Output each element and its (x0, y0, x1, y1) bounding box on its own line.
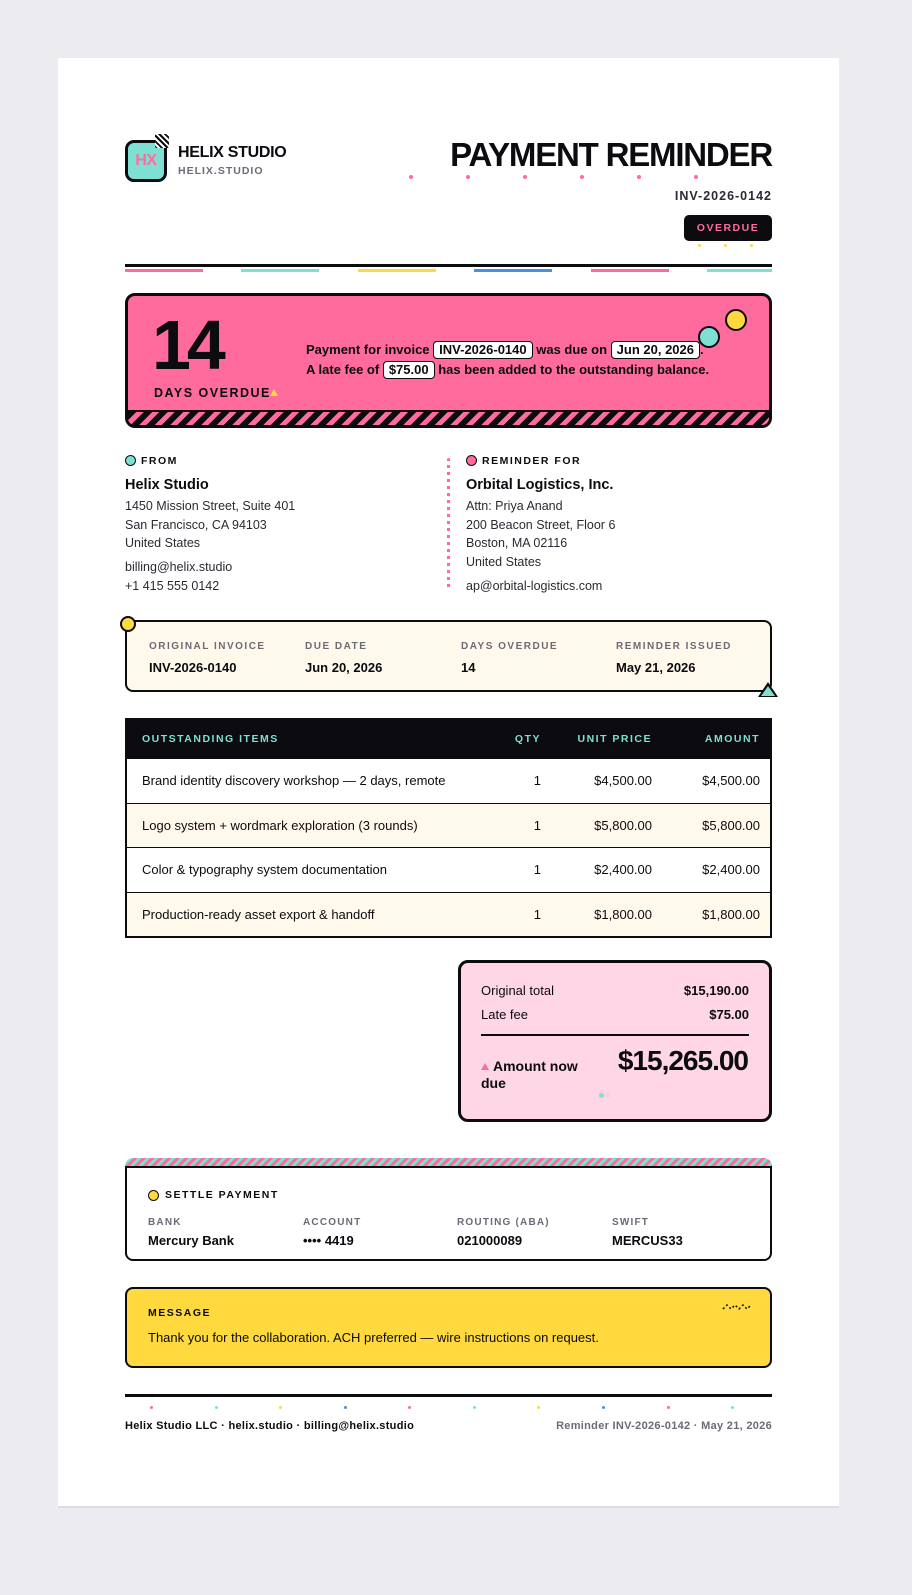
message-card (125, 1287, 772, 1368)
info-reminder-issued (616, 641, 732, 675)
outstanding-items-table (125, 718, 772, 938)
row-qty: 1 (533, 862, 541, 878)
table-row (127, 847, 770, 892)
payment-value: 021000089 (457, 1233, 523, 1248)
row-description: Production-ready asset export & handoff (142, 906, 375, 922)
info-label: DAYS OVERDUE (461, 641, 559, 652)
info-days-overdue (461, 641, 558, 675)
header-amount: AMOUNT (704, 733, 760, 745)
document-title: PAYMENT REMINDER (450, 136, 772, 173)
color-segments-decoration (125, 269, 772, 272)
table-row (127, 892, 770, 937)
info-due-date (305, 641, 382, 675)
info-label: ORIGINAL INVOICE (149, 641, 266, 652)
logo-hatch-decoration (155, 134, 169, 148)
overdue-message (306, 340, 766, 380)
info-value: May 21, 2026 (616, 660, 696, 675)
footer-rule (125, 1394, 772, 1397)
original-total-line (481, 983, 749, 998)
triangle-fill-decoration (761, 686, 775, 696)
payment-routing (457, 1217, 550, 1248)
totals-rule (481, 1034, 749, 1036)
reminder-sheet (58, 58, 839, 1506)
badge-dots-decoration (698, 244, 758, 248)
to-name: Orbital Logistics, Inc. (466, 477, 614, 493)
row-amount: $4,500.00 (702, 773, 760, 789)
to-address-3: Boston, MA 02116 (466, 536, 568, 550)
to-email[interactable]: ap@orbital-logistics.com (466, 579, 603, 593)
row-qty: 1 (533, 906, 541, 922)
banner-text-4: A late fee of (306, 362, 380, 377)
info-original-invoice (149, 641, 266, 675)
header-qty: QTY (514, 733, 541, 745)
dots-decoration (599, 1093, 609, 1098)
header-unit-price: UNIT PRICE (577, 733, 652, 745)
payment-bank (148, 1217, 234, 1248)
logo-text: HX (135, 152, 157, 169)
payment-account (303, 1217, 361, 1248)
payment-dot-icon (148, 1190, 159, 1201)
divider-dots (447, 458, 450, 590)
banner-text-3: . (700, 342, 704, 357)
brand-site: HELIX.STUDIO (178, 165, 264, 177)
from-label: FROM (141, 455, 178, 467)
row-qty: 1 (533, 773, 541, 789)
from-name: Helix Studio (125, 477, 209, 493)
payment-title (148, 1189, 279, 1201)
banner-text-5: has been added to the outstanding balance. (438, 362, 710, 377)
totals-box (458, 960, 772, 1122)
header-rule (125, 264, 772, 267)
footer-company: Helix Studio LLC · helix.studio · billing@helix.studio (125, 1420, 415, 1432)
document-number: INV-2026-0142 (674, 189, 772, 203)
amount-due-value: $15,265.00 (617, 1045, 748, 1076)
payment-title-text: SETTLE PAYMENT (165, 1189, 279, 1201)
payment-label: ACCOUNT (303, 1217, 362, 1228)
info-label: REMINDER ISSUED (616, 641, 732, 652)
triangle-icon (270, 389, 278, 396)
payment-value: MERCUS33 (612, 1233, 683, 1248)
row-unit-price: $1,800.00 (594, 906, 652, 922)
payment-label: ROUTING (ABA) (457, 1217, 550, 1228)
from-address-3: United States (125, 536, 201, 550)
late-fee-chip: $75.00 (383, 361, 435, 379)
row-qty: 1 (533, 817, 541, 833)
late-fee-value: $75.00 (709, 1007, 749, 1022)
row-unit-price: $4,500.00 (594, 773, 652, 789)
info-label: DUE DATE (305, 641, 368, 652)
yellow-circle-decoration (120, 616, 136, 632)
from-address-1: 1450 Mission Street, Suite 401 (125, 499, 296, 513)
triangle-icon (481, 1063, 489, 1070)
to-dot-icon (466, 455, 477, 466)
yellow-circle-decoration (725, 309, 747, 331)
to-address-1: Attn: Priya Anand (466, 499, 563, 513)
table-row (127, 758, 770, 803)
from-phone: +1 415 555 0142 (125, 579, 220, 593)
status-badge: OVERDUE (684, 215, 772, 241)
from-dot-icon (125, 455, 136, 466)
to-address-2: 200 Beacon Street, Floor 6 (466, 517, 616, 532)
row-description: Color & typography system documentation (142, 862, 387, 878)
banner-text-2: was due on (536, 342, 608, 357)
header-description: OUTSTANDING ITEMS (142, 733, 279, 745)
late-fee-line (481, 1007, 749, 1022)
banner-text-1: Payment for invoice (306, 342, 430, 357)
original-total-label: Original total (481, 983, 554, 998)
row-amount: $1,800.00 (702, 906, 760, 922)
banner-stripes-decoration (128, 410, 769, 425)
info-value: INV-2026-0140 (149, 660, 237, 675)
row-amount: $2,400.00 (702, 862, 760, 878)
table-header (127, 720, 770, 758)
row-unit-price: $2,400.00 (594, 862, 652, 878)
payment-value: Mercury Bank (148, 1233, 234, 1248)
invoice-chip: INV-2026-0140 (433, 341, 532, 359)
payment-label: SWIFT (612, 1217, 650, 1228)
title-dots-decoration (409, 175, 709, 183)
original-total-value: $15,190.00 (683, 983, 749, 998)
row-amount: $5,800.00 (702, 817, 760, 833)
row-unit-price: $5,800.00 (594, 817, 652, 833)
info-value: Jun 20, 2026 (305, 660, 383, 675)
message-text: Thank you for the collaboration. ACH preferred — wire instructions on request. (148, 1330, 599, 1345)
brand-name: HELIX STUDIO (178, 144, 287, 161)
due-date-chip: Jun 20, 2026 (611, 341, 700, 359)
footer-dots-decoration (125, 1406, 772, 1410)
squiggle-decoration (722, 1301, 752, 1311)
message-title: MESSAGE (148, 1307, 212, 1319)
footer-reference: Reminder INV-2026-0142 · May 21, 2026 (556, 1420, 772, 1432)
payment-swift (612, 1217, 683, 1248)
table-row (127, 803, 770, 848)
to-label: REMINDER FOR (482, 455, 582, 467)
payment-value: •••• 4419 (303, 1233, 354, 1248)
invoice-summary-strip (125, 620, 772, 692)
row-description: Logo system + wordmark exploration (3 rounds) (142, 817, 418, 833)
amount-due-label: Amount now due (481, 1058, 578, 1091)
from-address-2: San Francisco, CA 94103 (125, 517, 267, 532)
row-description: Brand identity discovery workshop — 2 days, remote (142, 773, 446, 789)
payment-label: BANK (148, 1217, 182, 1228)
days-overdue-label: DAYS OVERDUE (154, 386, 271, 400)
from-email[interactable]: billing@helix.studio (125, 560, 233, 574)
payment-details-card (125, 1166, 772, 1261)
to-address-4: United States (466, 554, 542, 569)
days-overdue-number: 14 (152, 306, 222, 384)
late-fee-label: Late fee (481, 1007, 528, 1022)
info-value: 14 (461, 660, 476, 675)
